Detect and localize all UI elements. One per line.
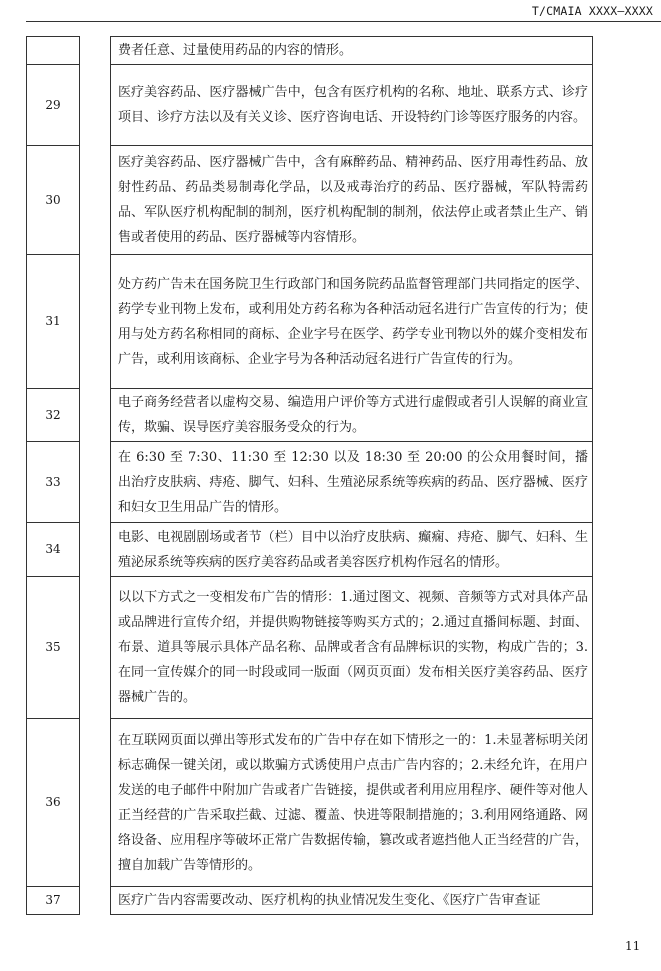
- table-row: [27, 37, 593, 65]
- row-number: 30: [27, 146, 80, 255]
- column-gap: [80, 719, 111, 887]
- column-gap: [80, 577, 111, 719]
- document-code: T/CMAIA XXXX—XXXX: [531, 4, 653, 18]
- column-gap: [80, 887, 111, 915]
- table-row: [27, 523, 593, 577]
- regulation-table: [26, 36, 593, 915]
- row-number: 33: [27, 442, 80, 523]
- row-number: [27, 37, 80, 65]
- table-row: [27, 887, 593, 915]
- table-row: [27, 442, 593, 523]
- page-number: 11: [625, 939, 641, 953]
- row-number: 37: [27, 887, 80, 915]
- row-number: 34: [27, 523, 80, 577]
- column-gap: [80, 65, 111, 146]
- table-row: [27, 65, 593, 146]
- column-gap: [80, 523, 111, 577]
- row-number: 31: [27, 255, 80, 389]
- row-text: 医疗美容药品、医疗器械广告中，包含有医疗机构的名称、地址、联系方式、诊疗项目、诊疗方法以及有关义诊、医疗咨询电话、开设特约门诊等医疗服务的内容。: [111, 65, 593, 146]
- row-text: 在 6:30 至 7:30、11:30 至 12:30 以及 18:30 至 20:00 的公众用餐时间，播出治疗皮肤病、痔疮、脚气、妇科、生殖泌尿系统等疾病的药品、医疗器械、医疗和妇女卫生用品广告的情形。: [111, 442, 593, 523]
- table-row: [27, 146, 593, 255]
- table-row: [27, 255, 593, 389]
- table-row: [27, 389, 593, 442]
- row-text: 医疗美容药品、医疗器械广告中，含有麻醉药品、精神药品、医疗用毒性药品、放射性药品、药品类易制毒化学品，以及戒毒治疗的药品、医疗器械，军队特需药品、军队医疗机构配制的制剂，医疗机构配制的制剂，依法停止或者禁止生产、销售或者使用的药品、医疗器械等内容情形。: [111, 146, 593, 255]
- row-number: 29: [27, 65, 80, 146]
- row-number: 35: [27, 577, 80, 719]
- row-text: 电影、电视剧剧场或者节（栏）目中以治疗皮肤病、癫痫、痔疮、脚气、妇科、生殖泌尿系统等疾病的医疗美容药品或者美容医疗机构作冠名的情形。: [111, 523, 593, 577]
- row-number: 32: [27, 389, 80, 442]
- row-text: 处方药广告未在国务院卫生行政部门和国务院药品监督管理部门共同指定的医学、药学专业刊物上发布，或利用处方药名称为各种活动冠名进行广告宣传的行为；使用与处方药名称相同的商标、企业字号在医学、药学专业刊物以外的媒介变相发布广告，或利用该商标、企业字号为各种活动冠名进行广告宣传的行为。: [111, 255, 593, 389]
- column-gap: [80, 37, 111, 65]
- row-text: 电子商务经营者以虚构交易、编造用户评价等方式进行虚假或者引人误解的商业宣传，欺骗、误导医疗美容服务受众的行为。: [111, 389, 593, 442]
- table-row: [27, 577, 593, 719]
- column-gap: [80, 389, 111, 442]
- column-gap: [80, 442, 111, 523]
- column-gap: [80, 255, 111, 389]
- table-row: [27, 719, 593, 887]
- row-text: 费者任意、过量使用药品的内容的情形。: [111, 37, 593, 65]
- row-text: 在互联网页面以弹出等形式发布的广告中存在如下情形之一的：1.未显著标明关闭标志确保一键关闭，或以欺骗方式诱使用户点击广告内容的；2.未经允许，在用户发送的电子邮件中附加广告或者广告链接，提供或者利用应用程序、硬件等对他人正当经营的广告采取拦截、过滤、覆盖、快进等限制措施的；3.利用网络通路、网络设备、应用程序等破坏正常广告数据传输，篡改或者遮挡他人正当经营的广告，擅自加载广告等情形的。: [111, 719, 593, 887]
- column-gap: [80, 146, 111, 255]
- row-text: 以以下方式之一变相发布广告的情形：1.通过图文、视频、音频等方式对具体产品或品牌进行宣传介绍，并提供购物链接等购买方式的；2.通过直播间标题、封面、布景、道具等展示具体产品名称、品牌或者含有品牌标识的实物，构成广告的；3.在同一宣传媒介的同一时段或同一版面（网页页面）发布相关医疗美容药品、医疗器械广告的。: [111, 577, 593, 719]
- row-text: 医疗广告内容需要改动、医疗机构的执业情况发生变化、《医疗广告审查证: [111, 887, 593, 915]
- row-number: 36: [27, 719, 80, 887]
- header-rule: [26, 21, 661, 22]
